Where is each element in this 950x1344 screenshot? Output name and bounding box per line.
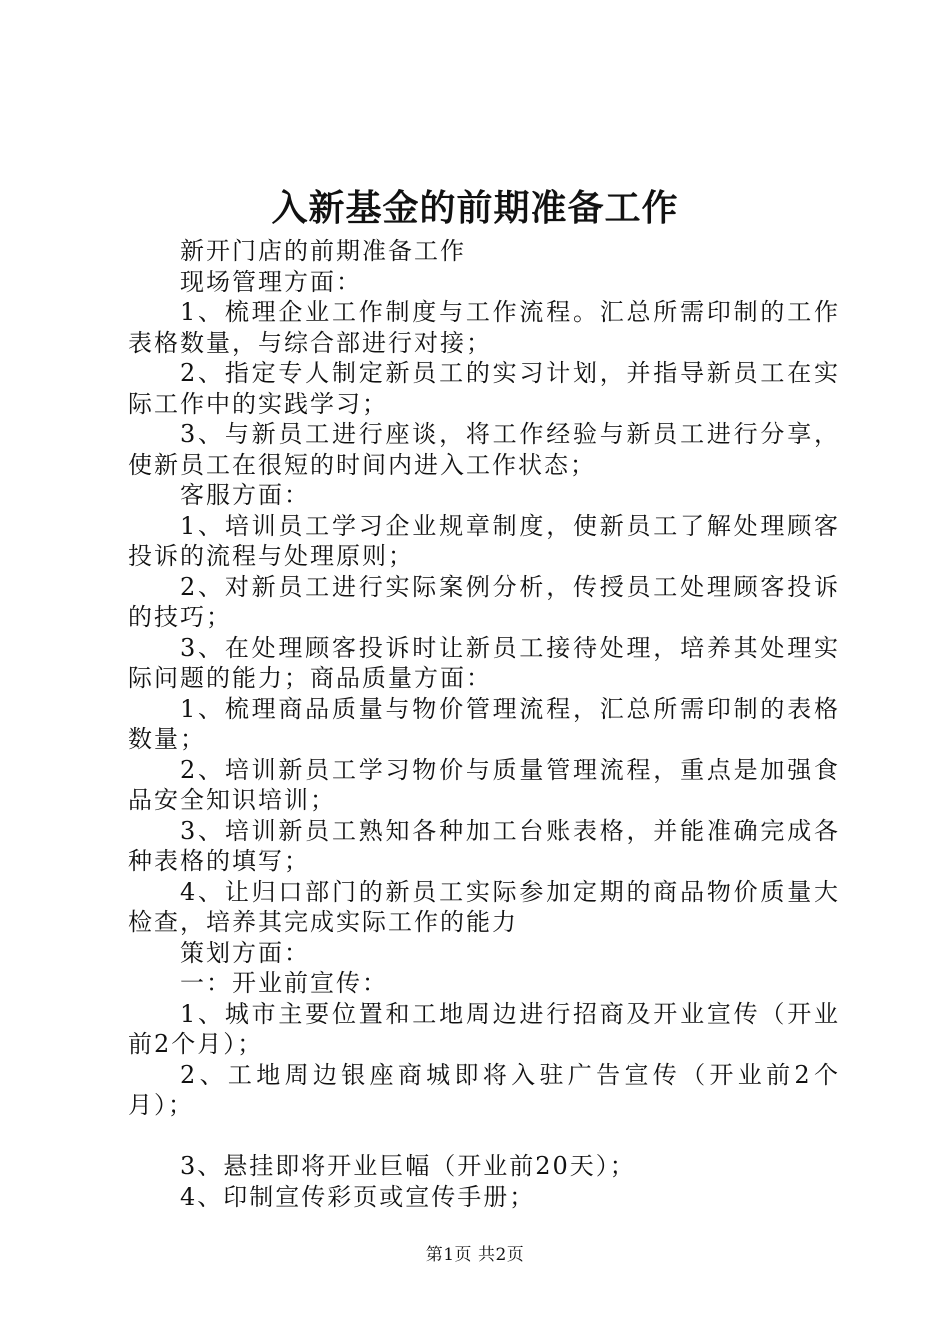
heading-site-management: 现场管理方面： (180, 267, 362, 296)
paragraph-quality-4: 4、让归口部门的新员工实际参加定期的商品物价质量大检查，培养其完成实际工作的能力 (128, 877, 840, 936)
document-body (128, 236, 840, 1212)
paragraph-site-1: 1、梳理企业工作制度与工作流程。汇总所需印制的工作表格数量，与综合部进行对接； (128, 298, 840, 357)
paragraph-service-3: 3、在处理顾客投诉时让新员工接待处理，培养其处理实际问题的能力；商品质量方面： (128, 633, 840, 692)
paragraph-quality-2: 2、培训新员工学习物价与质量管理流程，重点是加强食品安全知识培训； (128, 755, 840, 814)
paragraph-store-prep: 新开门店的前期准备工作 (180, 237, 466, 265)
heading-customer-service: 客服方面： (180, 481, 310, 509)
heading-pre-opening-promotion: 一：开业前宣传： (180, 969, 388, 997)
paragraph-site-2: 2、指定专人制定新员工的实习计划，并指导新员工在实际工作中的实践学习； (128, 359, 840, 418)
paragraph-promo-1: 1、城市主要位置和工地周边进行招商及开业宣传（开业前2个月）； (128, 999, 840, 1058)
paragraph-service-1: 1、培训员工学习企业规章制度，使新员工了解处理顾客投诉的流程与处理原则； (128, 511, 840, 570)
document-title: 入新基金的前期准备工作 (271, 187, 679, 229)
paragraph-promo-2: 2、工地周边银座商城即将入驻广告宣传（开业前2个月）； (128, 1060, 840, 1119)
paragraph-service-2: 2、对新员工进行实际案例分析，传授员工处理顾客投诉的技巧； (128, 572, 840, 631)
paragraph-quality-3: 3、培训新员工熟知各种加工台账表格，并能准确完成各种表格的填写； (128, 816, 840, 875)
heading-planning: 策划方面： (180, 938, 310, 967)
paragraph-quality-1: 1、梳理商品质量与物价管理流程，汇总所需印制的表格数量； (128, 694, 840, 753)
paragraph-promo-3: 3、悬挂即将开业巨幅（开业前20天）； (180, 1152, 636, 1180)
paragraph-promo-4: 4、印制宣传彩页或宣传手册； (180, 1182, 536, 1211)
page-number-footer: 第1页 共2页 (425, 1245, 525, 1265)
paragraph-site-3: 3、与新员工进行座谈，将工作经验与新员工进行分享，使新员工在很短的时间内进入工作状态； (128, 420, 840, 479)
